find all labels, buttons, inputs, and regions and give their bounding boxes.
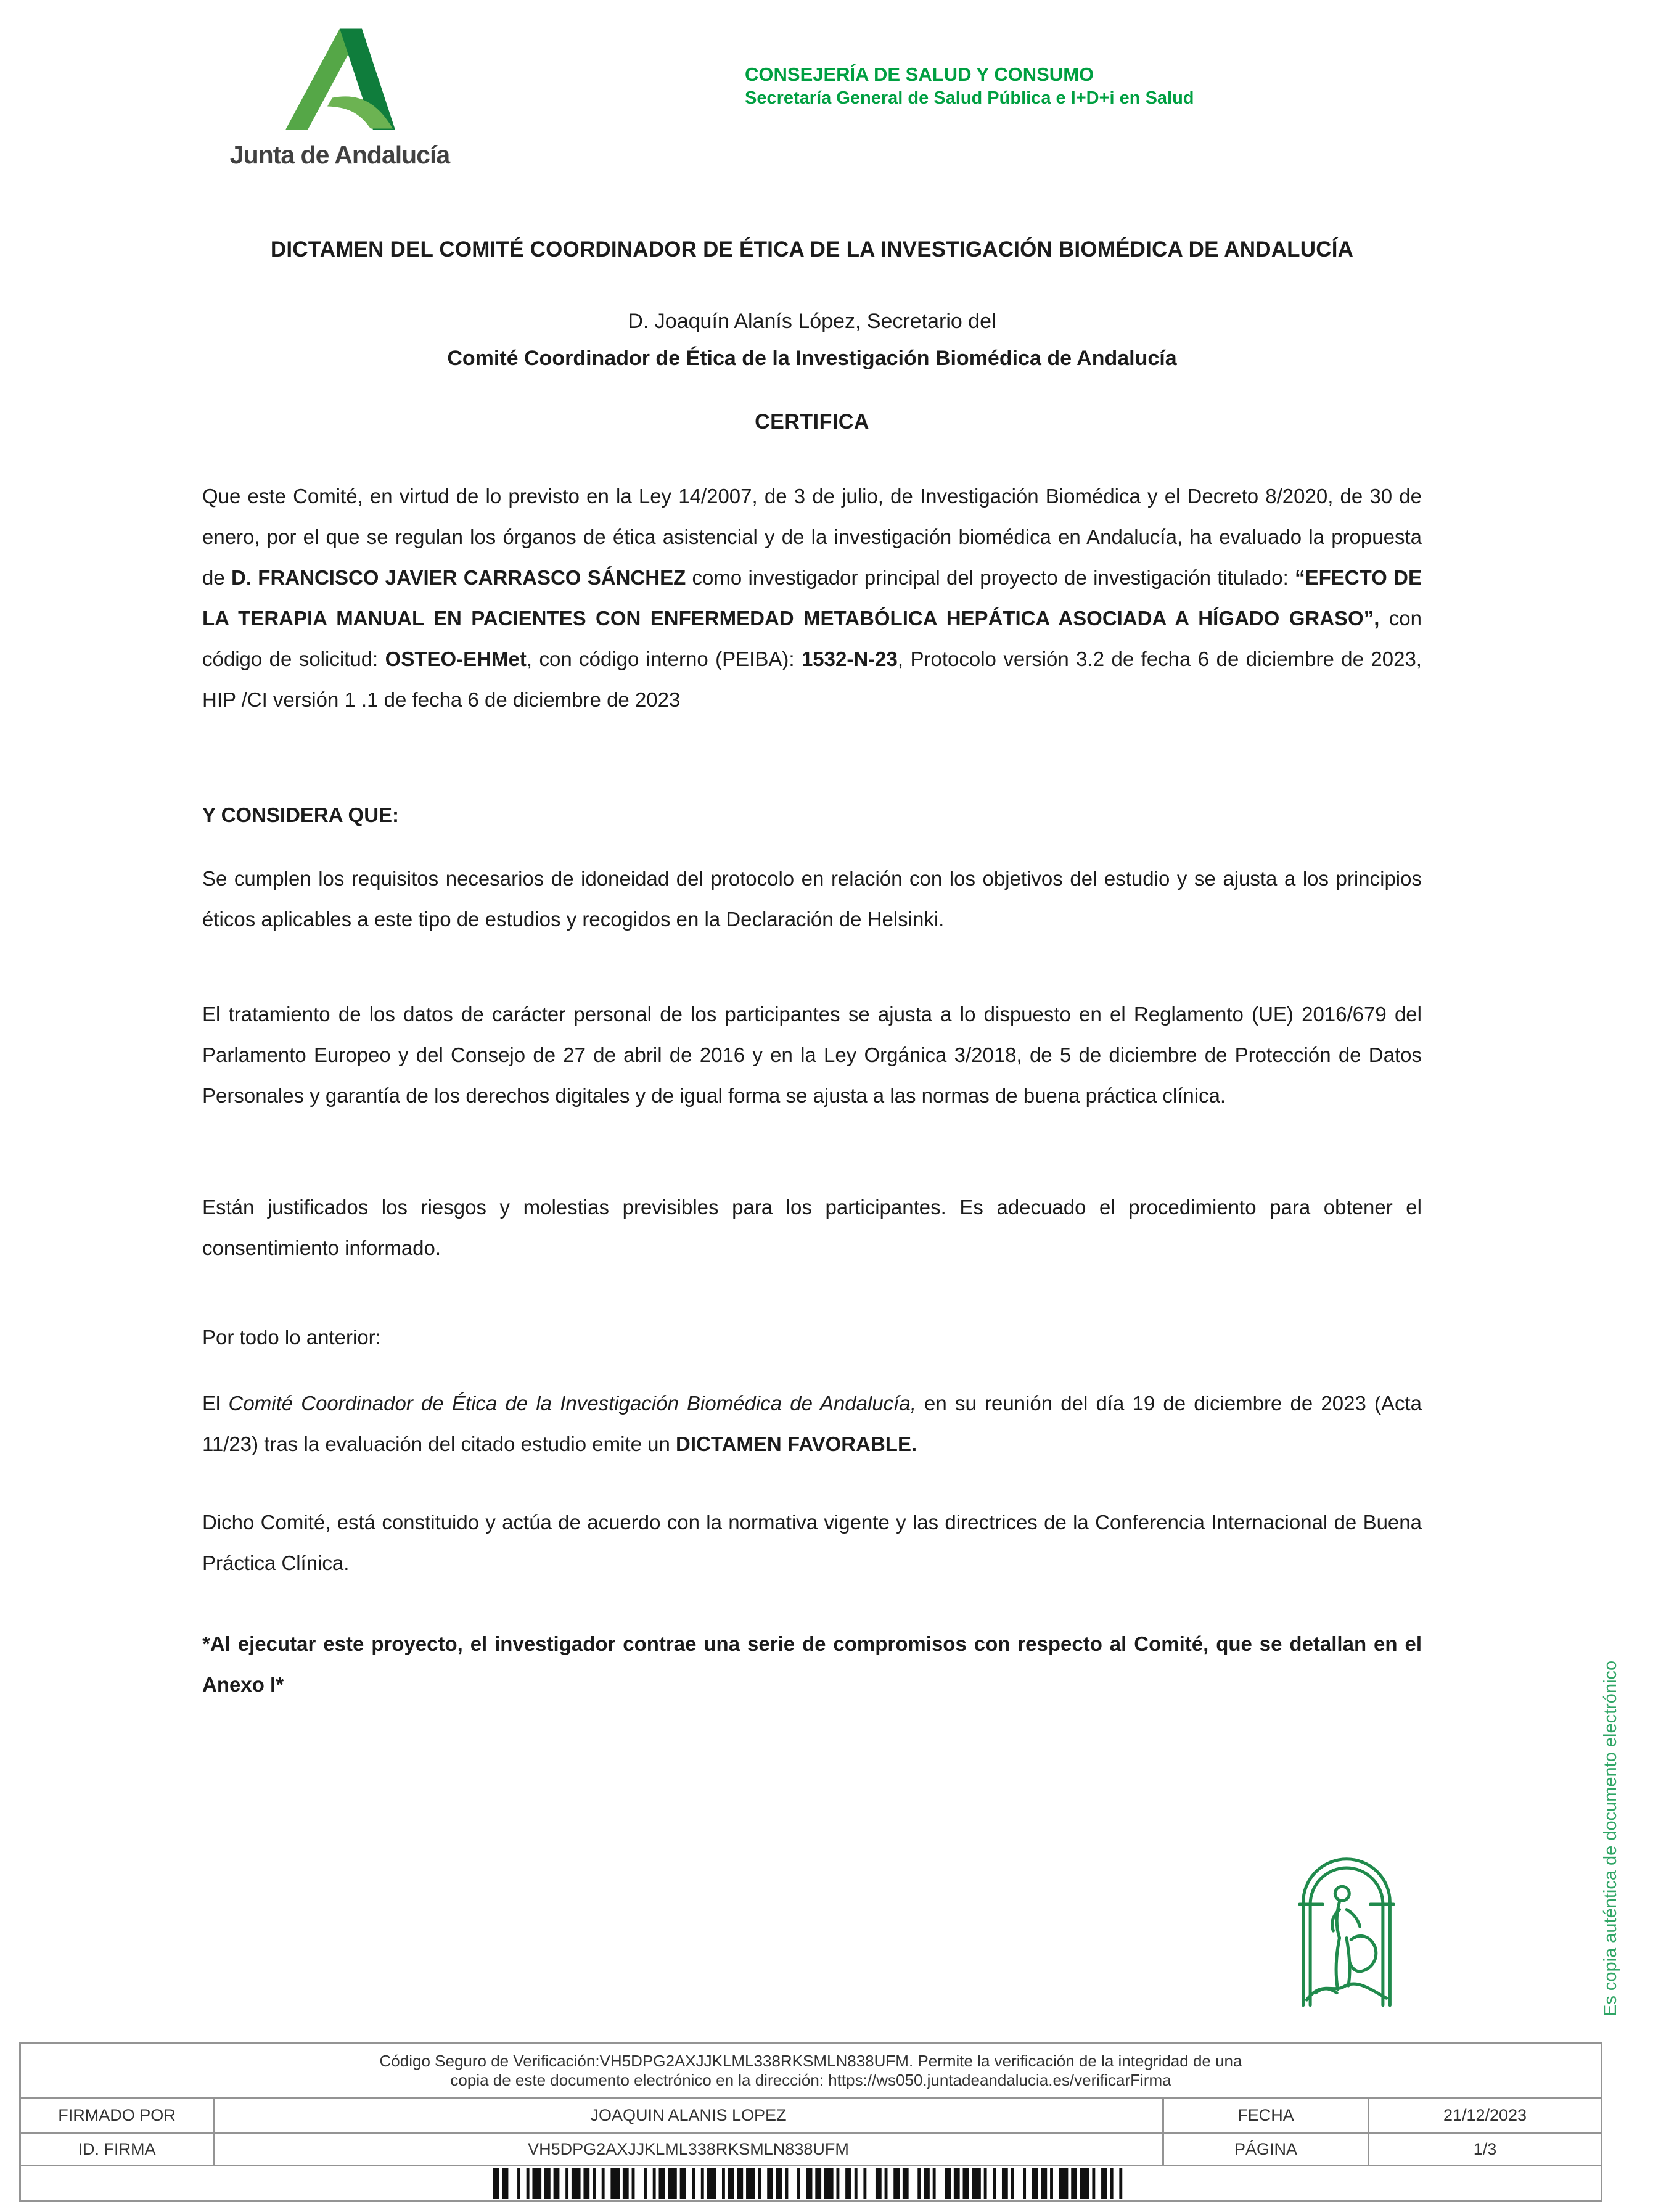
committee-name-italic: Comité Coordinador de Ética de la Investigación Biomédica de Andalucía,	[228, 1392, 916, 1415]
document-title: DICTAMEN DEL COMITÉ COORDINADOR DE ÉTICA DE LA INVESTIGACIÓN BIOMÉDICA DE ANDALUCÍA	[270, 237, 1354, 261]
paragraph-evaluation	[202, 476, 1422, 720]
signed-by-value: JOAQUIN ALANIS LOPEZ	[214, 2098, 1163, 2134]
paragraph-normativa: Dicho Comité, está constituido y actúa de acuerdo con la normativa vigente y las directrices de la Conferencia Internacional de Buena Práctica Clínica.	[202, 1511, 1422, 1574]
p5-text: en su reunión del día 19 de diciembre de 2023 (Acta 11/23) tras la evaluación del citado estudio emite un	[202, 1392, 1422, 1455]
authentic-copy-side-note: Es copia auténtica de documento electrónico	[1601, 1660, 1620, 2017]
paragraph-dictamen	[202, 1383, 1422, 1465]
paragraph-datos-personales: El tratamiento de los datos de carácter personal de los participantes se ajusta a lo dispuesto en el Reglamento (UE) 2016/679 del Parlamento Europeo y del Consejo de 27 de abril de 2016 y en la Ley Orgánica 3/2018, de 5 de diciembre de Protección de Datos Personales y garantía de los derechos digitales y de igual forma se ajusta a las normas de buena práctica clínica.	[202, 1003, 1422, 1107]
barcode-cell	[20, 2166, 1602, 2202]
verification-line2: copia de este documento electrónico en la dirección: https://ws050.juntadeandalucia.es/verificarFirma	[450, 2070, 1171, 2089]
p5-text: El	[202, 1392, 229, 1415]
p1-text: Que este Comité, en virtud de lo previsto en la Ley 14/2007, de 3 de julio, de Investigación Biomédica y el Decreto 8/2020, de 30 de enero, por el que se regulan los órganos de ética asistencial y de la investigación biomédica en Andalucía, ha evaluado la propuesta de	[202, 485, 1422, 589]
secretaria-name: Secretaría General de Salud Pública e I+D+i en Salud	[745, 88, 1194, 108]
committee-name-line: Comité Coordinador de Ética de la Investigación Biomédica de Andalucía	[447, 347, 1177, 370]
certifica-heading: CERTIFICA	[755, 410, 869, 434]
signed-by-label: FIRMADO POR	[20, 2098, 214, 2134]
p1-text: con código de solicitud:	[202, 607, 1422, 670]
junta-de-andalucia-logo-icon	[279, 23, 396, 132]
fecha-label: FECHA	[1163, 2098, 1369, 2134]
pagina-label: PÁGINA	[1163, 2134, 1369, 2166]
por-todo-line: Por todo lo anterior:	[202, 1326, 381, 1349]
fecha-value: 21/12/2023	[1369, 2098, 1602, 2134]
p1-text: como investigador principal del proyecto de investigación titulado:	[686, 566, 1295, 589]
verification-code-cell	[20, 2044, 1602, 2098]
p1-text: , Protocolo versión 3.2 de fecha 6 de diciembre de 2023, HIP /CI versión 1 .1 de fecha 6 de diciembre de 2023	[202, 648, 1422, 711]
consejeria-name: CONSEJERÍA DE SALUD Y CONSUMO	[745, 64, 1094, 85]
dictamen-favorable: DICTAMEN FAVORABLE.	[676, 1433, 917, 1455]
internal-code: 1532-N-23	[801, 648, 898, 670]
junta-logo-wordmark: Junta de Andalucía	[229, 141, 450, 169]
department-header	[745, 63, 1194, 110]
paragraph-riesgos: Están justificados los riesgos y molestias previsibles para los participantes. Es adecuado el procedimiento para obtener el consentimiento informado.	[202, 1196, 1422, 1259]
investigator-name: D. FRANCISCO JAVIER CARRASCO SÁNCHEZ	[231, 566, 686, 589]
paragraph-compromisos: *Al ejecutar este proyecto, el investigador contrae una serie de compromisos con respecto al Comité, que se detallan en el Anexo I*	[202, 1632, 1422, 1696]
id-firma-label: ID. FIRMA	[20, 2134, 214, 2166]
verification-line1: Código Seguro de Verificación:VH5DPG2AXJJKLML338RKSMLN838UFM. Permite la verificación de la integridad de una	[379, 2051, 1242, 2070]
paragraph-requisitos: Se cumplen los requisitos necesarios de idoneidad del protocolo en relación con los objetivos del estudio y se ajusta a los principios éticos aplicables a este tipo de estudios y recogidos en la Declaración de Helsinki.	[202, 867, 1422, 931]
barcode	[21, 2166, 1601, 2200]
request-code: OSTEO-EHMet	[385, 648, 527, 670]
pagina-value: 1/3	[1369, 2134, 1602, 2166]
signature-verification-table	[19, 2042, 1602, 2202]
andalucia-shield-emblem-icon	[1298, 1839, 1395, 2010]
project-title: “EFECTO DE LA TERAPIA MANUAL EN PACIENTES CON ENFERMEDAD METABÓLICA HEPÁTICA ASOCIADA A HÍGADO GRASO”,	[202, 566, 1422, 630]
p1-text: , con código interno (PEIBA):	[526, 648, 802, 670]
secretary-name-line: D. Joaquín Alanís López, Secretario del	[628, 310, 996, 333]
id-firma-value: VH5DPG2AXJJKLML338RKSMLN838UFM	[214, 2134, 1163, 2166]
considera-heading: Y CONSIDERA QUE:	[202, 804, 400, 826]
